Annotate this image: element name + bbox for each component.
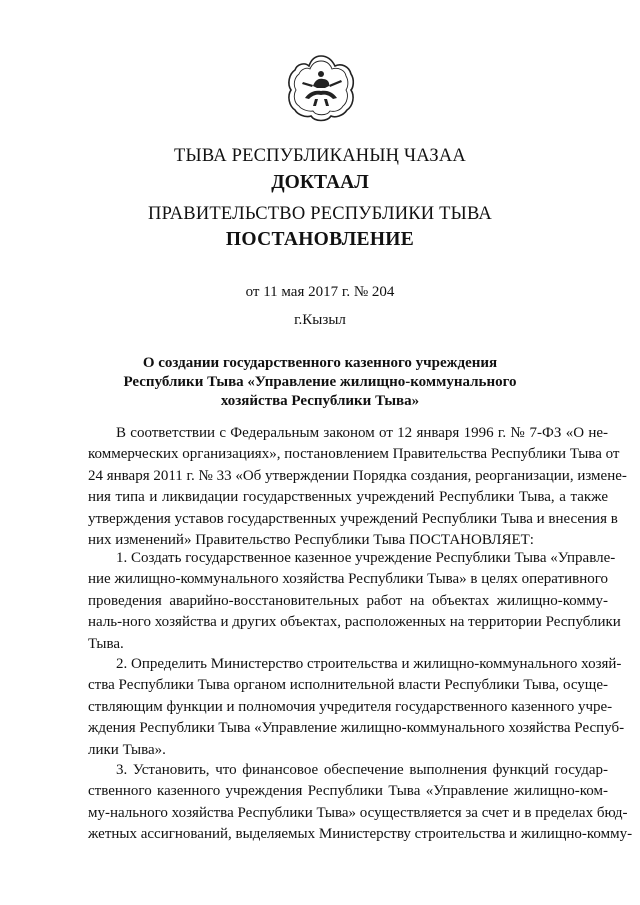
russian-government-title: ПРАВИТЕЛЬСТВО РЕСПУБЛИКИ ТЫВА — [148, 204, 492, 224]
text-line: 3. Установить, что финансовое обеспечение выполнения функций государ- — [116, 762, 608, 778]
text-line: коммерческих организациях», постановлением Правительства Республики Тыва от — [88, 446, 620, 463]
text-line: ства Республики Тыва органом исполнительной власти Республики Тыва, осуще- — [88, 677, 608, 694]
text-line: жетных ассигнований, выделяемых Министерству строительства и жилищно-комму- — [88, 826, 633, 843]
subject-line: хозяйства Республики Тыва» — [220, 393, 420, 409]
text-line: лики Тыва». — [88, 741, 166, 758]
text-line: них изменений» Правительство Республики Тыва ПОСТАНОВЛЯЕТ: — [88, 531, 534, 548]
text-line: В соответствии с Федеральным законом от 12 января 1996 г. № 7-ФЗ «О не- — [116, 425, 608, 441]
text-line: ние жилищно-коммунального хозяйства Республики Тыва» в целях оперативного — [88, 571, 609, 588]
tuvan-government-title: ТЫВА РЕСПУБЛИКАНЫҢ ЧАЗАА — [174, 146, 466, 166]
decree-subject — [0, 354, 640, 411]
text-line: 24 января 2011 г. № 33 «Об утверждении Порядка создания, реорганизации, измене- — [88, 467, 627, 484]
clause-3-paragraph — [88, 760, 633, 846]
text-line: ния типа и ликвидации государственных учреждений Республики Тыва, а также — [88, 489, 608, 506]
text-line: 1. Создать государственное казенное учреждение Республики Тыва «Управле- — [116, 550, 616, 566]
decree-city: г.Кызыл — [294, 312, 346, 328]
decree-date-number: от 11 мая 2017 г. № 204 — [245, 284, 395, 300]
clause-2-paragraph — [88, 654, 625, 761]
clause-1-paragraph — [88, 548, 621, 655]
subject-line: Республики Тыва «Управление жилищно-коммунального — [123, 374, 517, 390]
text-line: му-нального хозяйства Республики Тыва» осуществляется за счет и в пределах бюд- — [88, 804, 628, 821]
text-line: ственного казенного учреждения Республики Тыва «Управление жилищно-ком- — [88, 783, 608, 800]
russian-decree-title: ПОСТАНОВЛЕНИЕ — [225, 229, 415, 250]
text-line: 2. Определить Министерство строительства и жилищно-коммунального хозяй- — [116, 656, 622, 672]
text-line: ждения Республики Тыва «Управление жилищно-коммунального хозяйства Респуб- — [88, 720, 625, 737]
subject-line: О создании государственного казенного учреждения — [142, 355, 498, 371]
text-line: ствляющим функции и полномочия учредителя государственного казенного учре- — [88, 698, 613, 715]
text-line: утверждения уставов государственных учреждений Республики Тыва и внесения в — [88, 510, 618, 527]
text-line: Тыва. — [88, 635, 124, 652]
tuva-coat-of-arms-icon — [283, 52, 359, 128]
tuvan-decree-title: ДОКТААЛ — [271, 172, 369, 193]
text-line: проведения аварийно-восстановительных работ на объектах жилищно-комму- — [88, 592, 608, 609]
preamble-paragraph — [88, 423, 627, 551]
text-line: наль-ного хозяйства и других объектах, расположенных на территории Республики — [88, 614, 621, 631]
